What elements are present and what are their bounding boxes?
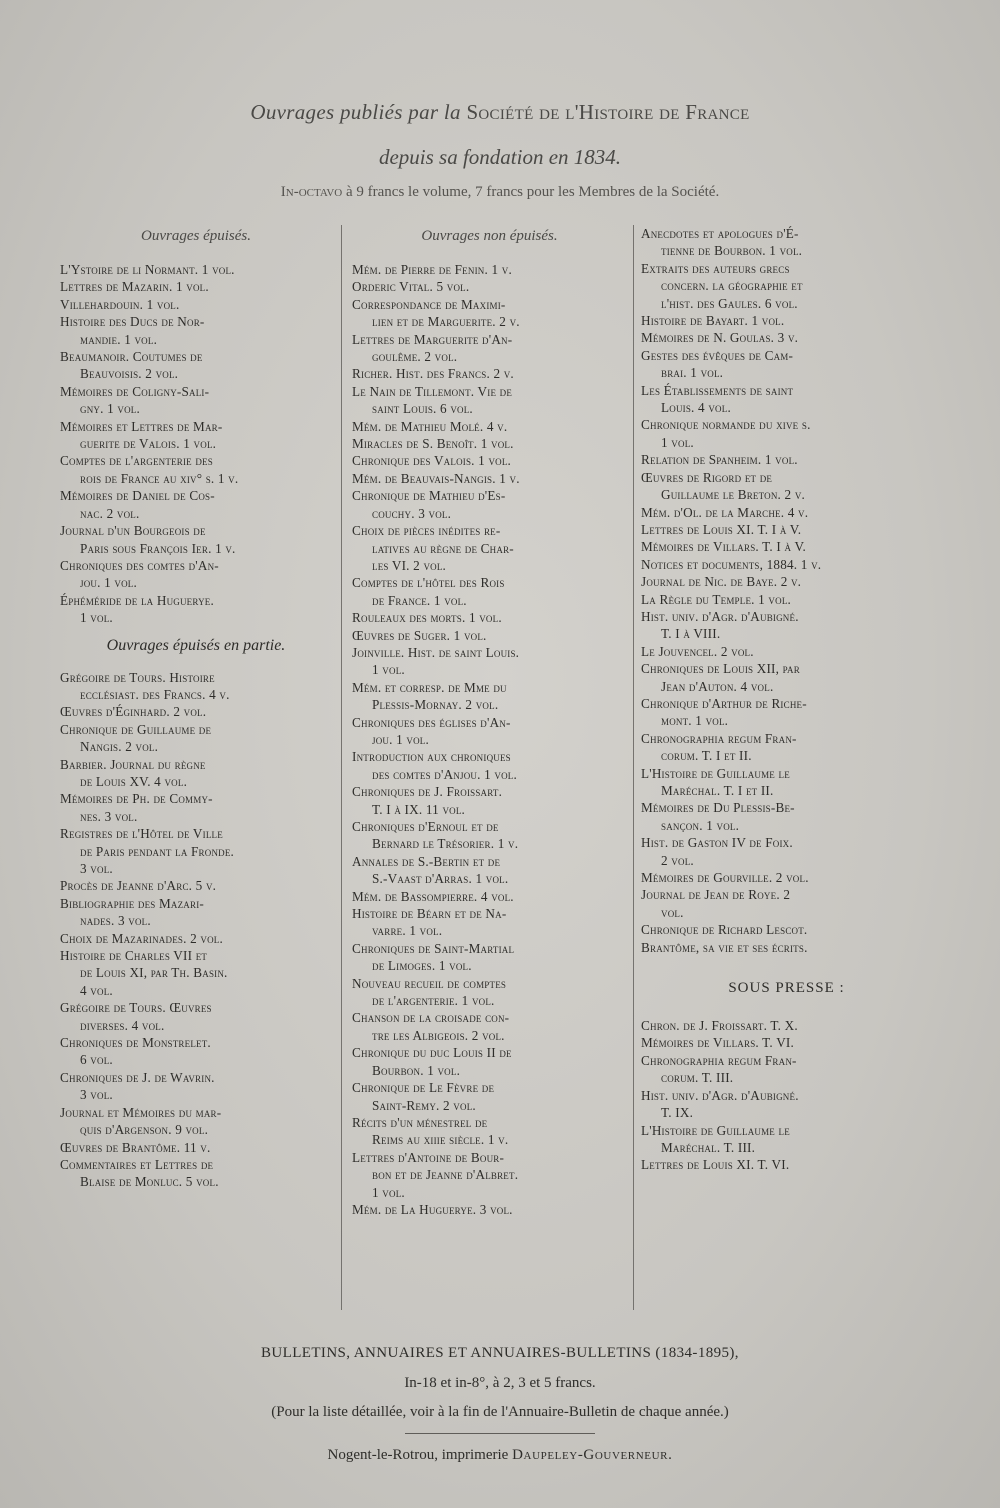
catalog-entry xyxy=(60,313,332,348)
entry-title-line: Annales de S.-Bertin et de xyxy=(352,853,501,869)
catalog-entry xyxy=(641,869,932,886)
entry-title-line: Mémoires de Ph. de Commy- xyxy=(60,791,213,807)
header-format: In-octavo xyxy=(280,184,343,200)
catalog-entry xyxy=(60,278,332,295)
catalog-entry xyxy=(60,418,332,453)
entry-title-line: Mémoires de Villars. T. VI. xyxy=(641,1035,795,1051)
entry-title-line: Histoire de Bayart. 1 vol. xyxy=(641,313,785,329)
entry-title-line: Chronique d'Arthur de Riche- xyxy=(641,695,807,711)
entry-title-line: Comptes de l'argenterie des xyxy=(60,453,213,469)
column-continued xyxy=(641,225,932,1174)
catalog-entry xyxy=(60,669,332,704)
catalog-entry xyxy=(641,347,932,382)
header-title-italic: Ouvrages publiés par la xyxy=(250,100,461,124)
entry-continuation-line: 2 vol. xyxy=(661,852,694,868)
catalog-entry xyxy=(352,679,627,714)
catalog-entry xyxy=(352,452,627,469)
entry-continuation-line: rois de France au xiv° s. 1 v. xyxy=(80,470,239,486)
catalog-entry xyxy=(352,261,627,278)
entry-continuation-line: gny. 1 vol. xyxy=(80,401,140,417)
entry-continuation-line: Bernard le Trésorier. 1 v. xyxy=(372,836,519,852)
catalog-entry xyxy=(60,825,332,877)
catalog-entry xyxy=(641,886,932,921)
catalog-entry xyxy=(352,435,627,452)
entry-title-line: Mémoires de Du Plessis-Be- xyxy=(641,800,795,816)
entry-title-line: Mém. d'Ol. de la Marche. 4 v. xyxy=(641,504,809,520)
catalog-entry xyxy=(641,730,932,765)
catalog-entry xyxy=(352,1044,627,1079)
entry-title-line: Histoire de Béarn et de Na- xyxy=(352,906,507,922)
entry-continuation-line: T. I à IX. 11 vol. xyxy=(372,801,466,817)
entry-title-line: Richer. Hist. des Francs. 2 v. xyxy=(352,366,514,382)
entry-title-line: Chroniques de Saint-Martial xyxy=(352,940,515,956)
entry-list xyxy=(641,225,932,956)
catalog-entry xyxy=(60,999,332,1034)
catalog-entry xyxy=(641,765,932,800)
printer-name: Daupeley-Gouverneur. xyxy=(512,1447,673,1463)
entry-continuation-line: T. I à VIII. xyxy=(661,626,721,642)
catalog-entry xyxy=(60,487,332,522)
entry-title-line: Journal de Jean de Roye. 2 xyxy=(641,887,791,903)
catalog-columns xyxy=(60,225,932,1320)
entry-list xyxy=(60,669,332,1191)
entry-continuation-line: nes. 3 vol. xyxy=(80,808,138,824)
entry-title-line: Chanson de la croisade con- xyxy=(352,1010,510,1026)
entry-continuation-line: de Limoges. 1 vol. xyxy=(372,958,472,974)
entry-title-line: Chroniques de Louis XII, par xyxy=(641,661,800,677)
page-header xyxy=(0,100,1000,201)
catalog-entry xyxy=(352,487,627,522)
catalog-entry xyxy=(60,348,332,383)
entry-title-line: Gestes des évêques de Cam- xyxy=(641,347,794,363)
entry-title-line: Registres de l'Hôtel de Ville xyxy=(60,826,223,842)
catalog-entry xyxy=(352,470,627,487)
entry-title-line: Mémoires de N. Goulas. 3 v. xyxy=(641,330,799,346)
entry-continuation-line: brai. 1 vol. xyxy=(661,365,724,381)
entry-continuation-line: corum. T. III. xyxy=(661,1070,734,1086)
entry-title-line: Mémoires de Gourville. 2 vol. xyxy=(641,870,809,886)
entry-title-line: Hist. univ. d'Agr. d'Aubigné. xyxy=(641,1087,799,1103)
catalog-entry xyxy=(352,905,627,940)
catalog-entry xyxy=(641,451,932,468)
catalog-entry xyxy=(352,644,627,679)
header-founding-line: depuis sa fondation en 1834. xyxy=(378,145,622,169)
entry-continuation-line: Maréchal. T. III. xyxy=(661,1139,756,1155)
catalog-entry xyxy=(641,660,932,695)
footer-divider xyxy=(405,1433,595,1434)
entry-continuation-line: Blaise de Monluc. 5 vol. xyxy=(80,1174,219,1190)
column-out-of-print xyxy=(60,225,332,1191)
catalog-entry xyxy=(60,947,332,999)
entry-title-line: Chronique de Guillaume de xyxy=(60,721,212,737)
entry-title-line: Grégoire de Tours. Histoire xyxy=(60,669,215,685)
entry-continuation-line: Plessis-Mornay. 2 vol. xyxy=(372,697,499,713)
entry-title-line: Choix de Mazarinades. 2 vol. xyxy=(60,930,223,946)
entry-continuation-line: 4 vol. xyxy=(80,982,113,998)
catalog-entry xyxy=(641,1087,932,1122)
entry-continuation-line: Paris sous François Ier. 1 v. xyxy=(80,540,236,556)
entry-title-line: Chronique de Richard Lescot. xyxy=(641,922,808,938)
entry-title-line: Bibliographie des Mazari- xyxy=(60,895,205,911)
entry-continuation-line: tienne de Bourbon. 1 vol. xyxy=(661,243,803,259)
catalog-entry xyxy=(352,1009,627,1044)
entry-title-line: Joinville. Hist. de saint Louis. xyxy=(352,644,520,660)
catalog-entry xyxy=(60,1104,332,1139)
entry-title-line: La Règle du Temple. 1 vol. xyxy=(641,591,792,607)
entry-title-line: Histoire des Ducs de Nor- xyxy=(60,314,205,330)
entry-continuation-line: ecclésiast. des Francs. 4 v. xyxy=(80,686,230,702)
entry-title-line: Chroniques des comtes d'An- xyxy=(60,557,219,573)
entry-continuation-line: mandie. 1 vol. xyxy=(80,331,158,347)
footer-bulletins-line: BULLETINS, ANNUAIRES ET ANNUAIRES-BULLETINS (1834-1895), xyxy=(261,1345,739,1361)
entry-title-line: Chronique normande du xive s. xyxy=(641,417,811,433)
entry-continuation-line: concern. la géographie et xyxy=(661,278,803,294)
header-price-line xyxy=(0,184,1000,201)
entry-continuation-line: les VI. 2 vol. xyxy=(372,557,447,573)
catalog-entry xyxy=(352,1079,627,1114)
entry-continuation-line: Louis. 4 vol. xyxy=(661,400,731,416)
entry-continuation-line: Reims au xiiie siècle. 1 v. xyxy=(372,1132,509,1148)
entry-title-line: Éphéméride de la Huguerye. xyxy=(60,592,214,608)
entry-title-line: Chroniques de J. Froissart. xyxy=(352,784,503,800)
entry-title-line: Mém. de La Huguerye. 3 vol. xyxy=(352,1201,513,1217)
catalog-entry xyxy=(60,452,332,487)
entry-continuation-line: des comtes d'Anjou. 1 vol. xyxy=(372,766,517,782)
catalog-entry xyxy=(641,382,932,417)
entry-continuation-line: couchy. 3 vol. xyxy=(372,505,452,521)
entry-title-line: Choix de pièces inédites re- xyxy=(352,523,501,539)
catalog-entry xyxy=(352,331,627,366)
entry-continuation-line: T. IX. xyxy=(661,1105,694,1121)
section-heading-partial: Ouvrages épuisés en partie. xyxy=(106,636,286,654)
entry-continuation-line: quis d'Argenson. 9 vol. xyxy=(80,1122,209,1138)
catalog-entry xyxy=(352,818,627,853)
catalog-entry xyxy=(60,895,332,930)
entry-continuation-line: Jean d'Auton. 4 vol. xyxy=(661,678,774,694)
catalog-entry xyxy=(352,975,627,1010)
entry-title-line: Commentaires et Lettres de xyxy=(60,1156,214,1172)
catalog-entry xyxy=(352,888,627,905)
column-heading: Ouvrages non épuisés. xyxy=(421,228,558,244)
entry-title-line: Œuvres d'Éginhard. 2 vol. xyxy=(60,704,207,720)
entry-title-line: Lettres de Louis XI. T. I à V. xyxy=(641,521,802,537)
entry-title-line: Œuvres de Brantôme. 11 v. xyxy=(60,1139,211,1155)
entry-title-line: L'Ystoire de li Normant. 1 vol. xyxy=(60,262,235,277)
entry-continuation-line: sançon. 1 vol. xyxy=(661,817,740,833)
entry-title-line: Chronique de Le Fèvre de xyxy=(352,1080,495,1096)
catalog-entry xyxy=(352,609,627,626)
entry-title-line: Nouveau recueil de comptes xyxy=(352,975,507,991)
catalog-entry xyxy=(641,1156,932,1173)
entry-title-line: Grégoire de Tours. Œuvres xyxy=(60,1000,212,1016)
catalog-entry xyxy=(641,329,932,346)
footer-format-line: In-18 et in-8°, à 2, 3 et 5 francs. xyxy=(404,1375,596,1391)
entry-title-line: L'Histoire de Guillaume le xyxy=(641,765,790,781)
catalog-entry xyxy=(60,930,332,947)
entry-title-line: Orderic Vital. 5 vol. xyxy=(352,279,470,295)
column-heading: Ouvrages épuisés. xyxy=(141,228,251,244)
catalog-entry xyxy=(641,939,932,956)
entry-continuation-line: nades. 3 vol. xyxy=(80,913,151,929)
entry-title-line: Rouleaux des morts. 1 vol. xyxy=(352,610,502,626)
catalog-entry xyxy=(641,591,932,608)
entry-continuation-line: de l'argenterie. 1 vol. xyxy=(372,993,495,1009)
catalog-entry xyxy=(352,714,627,749)
catalog-entry xyxy=(641,799,932,834)
entry-title-line: Mémoires de Coligny-Sali- xyxy=(60,383,210,399)
column-divider xyxy=(633,225,634,1310)
entry-title-line: Mémoires de Villars. T. I à V. xyxy=(641,539,806,555)
entry-title-line: Anecdotes et apologues d'É- xyxy=(641,226,799,241)
entry-title-line: Lettres d'Antoine de Bour- xyxy=(352,1149,505,1165)
entry-title-line: Hist. de Gaston IV de Foix. xyxy=(641,835,793,851)
entry-title-line: Mémoires et Lettres de Mar- xyxy=(60,418,223,434)
catalog-entry xyxy=(60,877,332,894)
entry-title-line: Le Jouvencel. 2 vol. xyxy=(641,643,754,659)
entry-title-line: Villehardouin. 1 vol. xyxy=(60,296,180,312)
catalog-entry xyxy=(641,521,932,538)
entry-title-line: Mém. de Beauvais-Nangis. 1 v. xyxy=(352,470,520,486)
entry-list xyxy=(641,1017,932,1174)
catalog-entry xyxy=(60,756,332,791)
catalog-entry xyxy=(60,790,332,825)
entry-continuation-line: jou. 1 vol. xyxy=(372,731,429,747)
entry-continuation-line: Bourbon. 1 vol. xyxy=(372,1062,461,1078)
entry-title-line: Chronographia regum Fran- xyxy=(641,1052,797,1068)
header-society-name: Société de l'Histoire de France xyxy=(466,100,750,124)
column-in-print xyxy=(352,225,627,1218)
entry-continuation-line: 1 vol. xyxy=(372,662,405,678)
catalog-entry xyxy=(641,225,932,260)
entry-continuation-line: de Louis XV. 4 vol. xyxy=(80,773,188,789)
catalog-entry xyxy=(641,608,932,643)
entry-title-line: Mémoires de Daniel de Cos- xyxy=(60,488,215,504)
catalog-entry xyxy=(60,296,332,313)
catalog-entry xyxy=(641,538,932,555)
catalog-entry xyxy=(60,721,332,756)
catalog-entry xyxy=(641,1052,932,1087)
catalog-entry xyxy=(352,418,627,435)
entry-continuation-line: 1 vol. xyxy=(80,610,113,626)
catalog-entry xyxy=(641,1017,932,1034)
entry-continuation-line: de Paris pendant la Fronde. xyxy=(80,843,235,859)
entry-title-line: Notices et documents, 1884. 1 v. xyxy=(641,556,822,572)
catalog-entry xyxy=(641,834,932,869)
entry-title-line: Histoire de Charles VII et xyxy=(60,948,208,964)
entry-continuation-line: 3 vol. xyxy=(80,1087,113,1103)
entry-continuation-line: diverses. 4 vol. xyxy=(80,1017,165,1033)
entry-continuation-line: Saint-Remy. 2 vol. xyxy=(372,1097,476,1113)
catalog-entry xyxy=(60,1139,332,1156)
entry-title-line: Chronique de Mathieu d'Es- xyxy=(352,488,506,504)
entry-title-line: Journal de Nic. de Baye. 2 v. xyxy=(641,574,802,590)
catalog-entry xyxy=(60,592,332,627)
catalog-entry xyxy=(352,574,627,609)
entry-title-line: Le Nain de Tillemont. Vie de xyxy=(352,383,513,399)
entry-continuation-line: goulême. 2 vol. xyxy=(372,349,458,365)
catalog-entry xyxy=(352,783,627,818)
catalog-entry xyxy=(641,504,932,521)
catalog-entry xyxy=(60,522,332,557)
entry-list xyxy=(60,261,332,627)
catalog-entry xyxy=(352,627,627,644)
entry-title-line: Correspondance de Maximi- xyxy=(352,296,506,312)
catalog-entry xyxy=(60,261,332,278)
catalog-entry xyxy=(352,365,627,382)
header-title-line xyxy=(0,100,1000,125)
catalog-entry xyxy=(352,278,627,295)
catalog-entry xyxy=(641,260,932,312)
catalog-entry xyxy=(352,748,627,783)
entry-title-line: Beaumanoir. Coutumes de xyxy=(60,349,203,365)
entry-continuation-line: 1 vol. xyxy=(372,1184,405,1200)
entry-title-line: Chronique des Valois. 1 vol. xyxy=(352,453,512,469)
entry-title-line: Mém. de Pierre de Fenin. 1 v. xyxy=(352,262,512,277)
entry-title-line: Comptes de l'hôtel des Rois xyxy=(352,575,505,591)
entry-title-line: Journal d'un Bourgeois de xyxy=(60,523,206,539)
column-divider xyxy=(341,225,342,1310)
catalog-entry xyxy=(352,383,627,418)
entry-title-line: L'Histoire de Guillaume le xyxy=(641,1122,790,1138)
entry-title-line: Chronique du duc Louis II de xyxy=(352,1045,512,1061)
catalog-entry xyxy=(641,1122,932,1157)
catalog-entry xyxy=(641,921,932,938)
header-price-text: à 9 francs le volume, 7 francs pour les Membres de la Société. xyxy=(346,184,720,200)
entry-title-line: Lettres de Marguerite d'An- xyxy=(352,331,513,347)
entry-title-line: Chron. de J. Froissart. T. X. xyxy=(641,1018,798,1034)
entry-continuation-line: guerite de Valois. 1 vol. xyxy=(80,436,217,452)
catalog-entry xyxy=(60,383,332,418)
catalog-entry xyxy=(641,1034,932,1051)
entry-title-line: Hist. univ. d'Agr. d'Aubigné. xyxy=(641,608,799,624)
catalog-entry xyxy=(60,557,332,592)
entry-continuation-line: Guillaume le Breton. 2 v. xyxy=(661,487,806,503)
entry-title-line: Relation de Spanheim. 1 vol. xyxy=(641,452,798,468)
entry-continuation-line: corum. T. I et II. xyxy=(661,748,752,764)
entry-title-line: Récits d'un ménestrel de xyxy=(352,1114,488,1130)
entry-continuation-line: bon et de Jeanne d'Albret. xyxy=(372,1167,519,1183)
entry-title-line: Chroniques d'Ernoul et de xyxy=(352,819,499,834)
entry-title-line: Œuvres de Suger. 1 vol. xyxy=(352,627,487,643)
catalog-entry xyxy=(352,940,627,975)
entry-continuation-line: Nangis. 2 vol. xyxy=(80,739,159,755)
entry-title-line: Barbier. Journal du règne xyxy=(60,756,206,772)
catalog-entry xyxy=(60,1069,332,1104)
catalog-entry xyxy=(641,416,932,451)
entry-title-line: Chronographia regum Fran- xyxy=(641,730,797,746)
entry-title-line: Miracles de S. Benoît. 1 vol. xyxy=(352,436,514,452)
catalog-entry xyxy=(352,522,627,574)
catalog-entry xyxy=(60,1156,332,1191)
entry-title-line: Mém. et corresp. de Mme du xyxy=(352,679,507,695)
footer-note-line: (Pour la liste détaillée, voir à la fin de l'Annuaire-Bulletin de chaque année.) xyxy=(271,1404,729,1420)
entry-title-line: Journal et Mémoires du mar- xyxy=(60,1104,222,1120)
entry-continuation-line: latives au règne de Char- xyxy=(372,540,514,556)
entry-title-line: Procès de Jeanne d'Arc. 5 v. xyxy=(60,878,217,894)
entry-continuation-line: saint Louis. 6 vol. xyxy=(372,401,473,417)
entry-title-line: Lettres de Mazarin. 1 vol. xyxy=(60,279,209,295)
entry-title-line: Chroniques de Monstrelet. xyxy=(60,1035,211,1051)
printer-place: Nogent-le-Rotrou, imprimerie xyxy=(327,1447,509,1463)
entry-continuation-line: varre. 1 vol. xyxy=(372,923,443,939)
catalog-entry xyxy=(352,296,627,331)
catalog-entry xyxy=(60,1034,332,1069)
entry-continuation-line: 3 vol. xyxy=(80,861,113,876)
catalog-entry xyxy=(352,1201,627,1218)
catalog-entry xyxy=(641,556,932,573)
entry-continuation-line: 6 vol. xyxy=(80,1052,113,1068)
entry-continuation-line: tre les Albigeois. 2 vol. xyxy=(372,1027,505,1043)
entry-title-line: Introduction aux chroniques xyxy=(352,749,511,765)
entry-continuation-line: Maréchal. T. I et II. xyxy=(661,783,774,798)
catalog-entry xyxy=(60,703,332,720)
catalog-entry xyxy=(352,1114,627,1149)
entry-title-line: Lettres de Louis XI. T. VI. xyxy=(641,1157,790,1173)
entry-title-line: Brantôme, sa vie et ses écrits. xyxy=(641,939,808,955)
catalog-entry xyxy=(641,469,932,504)
entry-continuation-line: l'hist. des Gaules. 6 vol. xyxy=(661,295,798,311)
entry-continuation-line: lien et de Marguerite. 2 v. xyxy=(372,314,520,330)
entry-continuation-line: Beauvoisis. 2 vol. xyxy=(80,366,179,382)
entry-continuation-line: nac. 2 vol. xyxy=(80,505,140,521)
section-heading-in-press: SOUS PRESSE : xyxy=(728,980,845,997)
entry-continuation-line: S.-Vaast d'Arras. 1 vol. xyxy=(372,871,509,887)
entry-list xyxy=(352,261,627,1218)
entry-title-line: Les Établissements de saint xyxy=(641,382,794,398)
catalog-entry xyxy=(641,643,932,660)
entry-continuation-line: 1 vol. xyxy=(661,434,694,450)
entry-continuation-line: vol. xyxy=(661,904,684,920)
catalog-entry xyxy=(641,695,932,730)
entry-title-line: Extraits des auteurs grecs xyxy=(641,260,790,276)
entry-title-line: Mém. de Mathieu Molé. 4 v. xyxy=(352,418,508,434)
catalog-entry xyxy=(352,853,627,888)
entry-continuation-line: de Louis XI, par Th. Basin. xyxy=(80,965,228,981)
entry-title-line: Mém. de Bassompierre. 4 vol. xyxy=(352,888,514,904)
catalog-entry xyxy=(641,573,932,590)
entry-continuation-line: de France. 1 vol. xyxy=(372,592,467,608)
entry-continuation-line: mont. 1 vol. xyxy=(661,713,729,729)
entry-title-line: Œuvres de Rigord et de xyxy=(641,469,773,485)
entry-continuation-line: jou. 1 vol. xyxy=(80,575,137,591)
catalog-entry xyxy=(352,1149,627,1201)
printer-imprint xyxy=(0,1447,1000,1464)
catalog-entry xyxy=(641,312,932,329)
entry-title-line: Chroniques des églises d'An- xyxy=(352,714,511,730)
entry-title-line: Chroniques de J. de Wavrin. xyxy=(60,1069,215,1085)
